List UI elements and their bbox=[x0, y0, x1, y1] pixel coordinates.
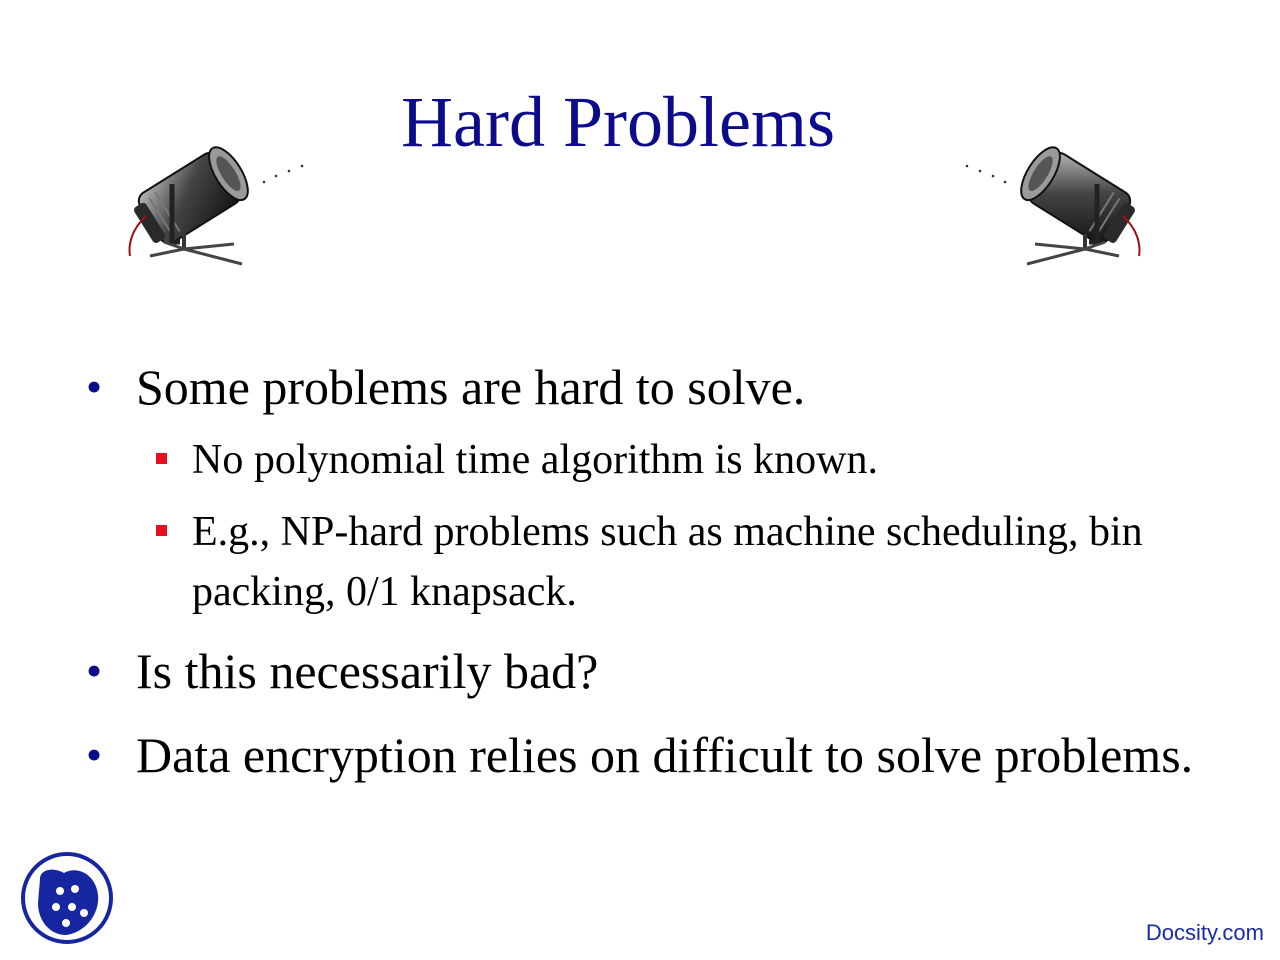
bullet-item bbox=[86, 722, 1236, 788]
bullet-text: Is this necessarily bad? bbox=[136, 643, 599, 699]
bullet-text: Some problems are hard to solve. bbox=[136, 359, 806, 415]
sub-bullet-text: No polynomial time algorithm is known. bbox=[192, 437, 878, 483]
docsity-watermark: Docsity.com bbox=[1145, 920, 1264, 945]
sub-bullet-item bbox=[156, 430, 1266, 490]
bullet-dot: • bbox=[86, 645, 103, 696]
sub-bullet-square bbox=[156, 525, 167, 536]
bullet-dot: • bbox=[86, 729, 103, 780]
bullet-item bbox=[86, 638, 1236, 704]
bullet-item bbox=[86, 354, 1236, 420]
slide-title: Hard Problems bbox=[401, 82, 835, 162]
sub-bullet-square bbox=[156, 453, 167, 464]
bullet-text: Data encryption relies on difficult to solve problems. bbox=[136, 727, 1194, 783]
bullet-dot: • bbox=[86, 361, 103, 412]
sub-bullet-text: E.g., NP-hard problems such as machine scheduling, bin packing, 0/1 knapsack. bbox=[192, 509, 1143, 615]
blue-shield-logo-icon bbox=[20, 851, 114, 945]
sub-bullet-item bbox=[156, 502, 1266, 622]
